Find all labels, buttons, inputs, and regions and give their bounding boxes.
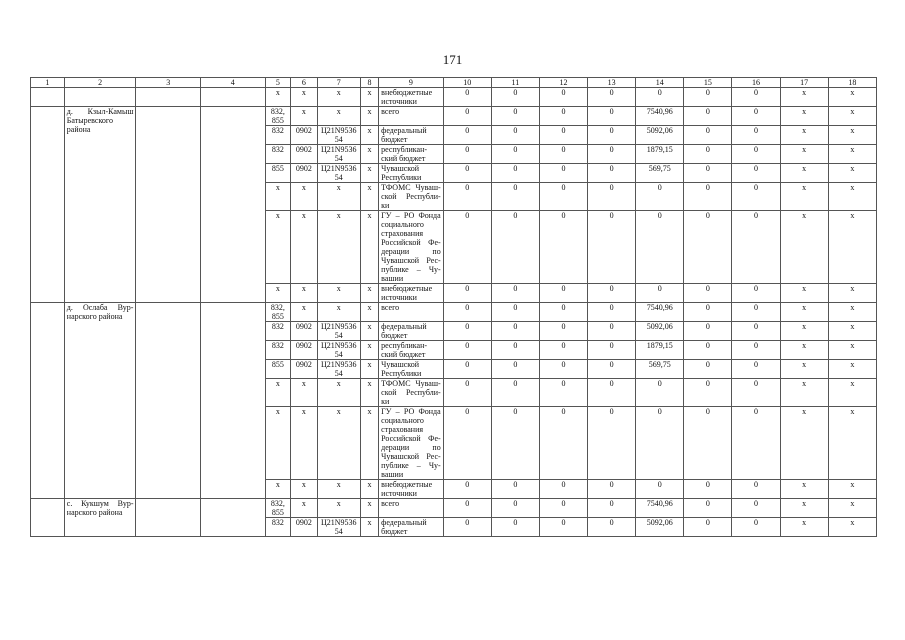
cell-c5: 832, 855 <box>265 499 291 518</box>
cell-c13: 0 <box>588 211 636 284</box>
cell-c11: 0 <box>491 145 539 164</box>
cell-c10: 0 <box>443 183 491 211</box>
cell-c7: x <box>317 480 360 499</box>
cell-c7: x <box>317 379 360 407</box>
cell-c6: 0902 <box>291 126 318 145</box>
column-number-15: 15 <box>684 78 732 88</box>
cell-c18: x <box>828 341 876 360</box>
cell-c14: 569,75 <box>636 164 684 183</box>
cell-c16: 0 <box>732 379 780 407</box>
cell-c8: x <box>360 211 378 284</box>
table-row <box>31 303 877 322</box>
cell-c8: x <box>360 126 378 145</box>
funding-source: всего <box>379 107 444 126</box>
column-number-3: 3 <box>136 78 201 88</box>
cell-c6: x <box>291 480 318 499</box>
cell-c18: x <box>828 88 876 107</box>
cell-c16: 0 <box>732 183 780 211</box>
cell-c8: x <box>360 322 378 341</box>
cell-c15: 0 <box>684 341 732 360</box>
cell-c5: 832, 855 <box>265 303 291 322</box>
table-row <box>31 107 877 126</box>
cell-c6: x <box>291 303 318 322</box>
cell-c16: 0 <box>732 341 780 360</box>
cell-c5: 832 <box>265 145 291 164</box>
funding-source: ТФОМС Чуваш- ской Республи- ки <box>379 379 444 407</box>
cell-c7: x <box>317 499 360 518</box>
cell-c14: 0 <box>636 407 684 480</box>
cell-c5: 832 <box>265 518 291 537</box>
cell-c13: 0 <box>588 126 636 145</box>
column-number-8: 8 <box>360 78 378 88</box>
cell-c18: x <box>828 360 876 379</box>
cell-c16: 0 <box>732 88 780 107</box>
cell-c8: x <box>360 499 378 518</box>
cell-c8: x <box>360 284 378 303</box>
cell-c5: x <box>265 480 291 499</box>
cell-c10: 0 <box>443 360 491 379</box>
cell-c17: x <box>780 499 828 518</box>
cell-col1 <box>31 303 65 499</box>
cell-c13: 0 <box>588 164 636 183</box>
cell-c11: 0 <box>491 107 539 126</box>
cell-c11: 0 <box>491 360 539 379</box>
cell-c14: 1879,15 <box>636 341 684 360</box>
cell-c8: x <box>360 303 378 322</box>
cell-c7: x <box>317 407 360 480</box>
cell-c7: x <box>317 284 360 303</box>
cell-c17: x <box>780 107 828 126</box>
cell-c11: 0 <box>491 284 539 303</box>
cell-c15: 0 <box>684 211 732 284</box>
column-number-9: 9 <box>379 78 444 88</box>
cell-c7: Ц21N9536 54 <box>317 145 360 164</box>
cell-c18: x <box>828 211 876 284</box>
cell-c10: 0 <box>443 303 491 322</box>
funding-source: федеральный бюджет <box>379 126 444 145</box>
funding-source: Чувашской Республики <box>379 360 444 379</box>
cell-c18: x <box>828 379 876 407</box>
cell-c5: x <box>265 211 291 284</box>
cell-c11: 0 <box>491 480 539 499</box>
cell-c5: x <box>265 88 291 107</box>
cell-c15: 0 <box>684 518 732 537</box>
cell-c13: 0 <box>588 145 636 164</box>
cell-c11: 0 <box>491 379 539 407</box>
cell-c10: 0 <box>443 341 491 360</box>
cell-c6: 0902 <box>291 518 318 537</box>
cell-c15: 0 <box>684 284 732 303</box>
cell-c10: 0 <box>443 211 491 284</box>
cell-c6: x <box>291 379 318 407</box>
cell-c18: x <box>828 480 876 499</box>
funding-source: республикан- ский бюджет <box>379 341 444 360</box>
column-number-14: 14 <box>636 78 684 88</box>
cell-c13: 0 <box>588 341 636 360</box>
cell-c11: 0 <box>491 164 539 183</box>
cell-c12: 0 <box>539 126 587 145</box>
cell-col1 <box>31 107 65 303</box>
cell-c13: 0 <box>588 183 636 211</box>
cell-c8: x <box>360 360 378 379</box>
cell-c18: x <box>828 518 876 537</box>
funding-source: ТФОМС Чуваш- ской Республи- ки <box>379 183 444 211</box>
cell-c10: 0 <box>443 88 491 107</box>
funding-source: федеральный бюджет <box>379 518 444 537</box>
column-number-5: 5 <box>265 78 291 88</box>
column-number-18: 18 <box>828 78 876 88</box>
column-number-12: 12 <box>539 78 587 88</box>
cell-c7: x <box>317 183 360 211</box>
cell-c17: x <box>780 341 828 360</box>
cell-c15: 0 <box>684 303 732 322</box>
cell-c14: 7540,96 <box>636 499 684 518</box>
cell-c14: 569,75 <box>636 360 684 379</box>
cell-c12: 0 <box>539 284 587 303</box>
cell-c11: 0 <box>491 126 539 145</box>
cell-c6: x <box>291 211 318 284</box>
cell-c17: x <box>780 211 828 284</box>
funding-source: внебюджетные источники <box>379 284 444 303</box>
cell-c6: x <box>291 88 318 107</box>
cell-col1 <box>31 499 65 537</box>
cell-c18: x <box>828 164 876 183</box>
cell-c6: x <box>291 284 318 303</box>
cell-c6: x <box>291 407 318 480</box>
cell-c17: x <box>780 145 828 164</box>
object-name: д. Кзыл-Камыш Батыревского района <box>64 107 136 303</box>
column-number-row <box>31 78 877 88</box>
cell-c10: 0 <box>443 499 491 518</box>
cell-c15: 0 <box>684 379 732 407</box>
cell-c18: x <box>828 407 876 480</box>
cell-c18: x <box>828 126 876 145</box>
cell-c12: 0 <box>539 480 587 499</box>
cell-c15: 0 <box>684 322 732 341</box>
cell-c16: 0 <box>732 126 780 145</box>
cell-c8: x <box>360 379 378 407</box>
cell-c11: 0 <box>491 303 539 322</box>
cell-c14: 5092,06 <box>636 126 684 145</box>
cell-c8: x <box>360 341 378 360</box>
cell-c16: 0 <box>732 360 780 379</box>
column-number-16: 16 <box>732 78 780 88</box>
cell-c12: 0 <box>539 88 587 107</box>
cell-c11: 0 <box>491 183 539 211</box>
cell-c18: x <box>828 107 876 126</box>
cell-c10: 0 <box>443 518 491 537</box>
cell-c12: 0 <box>539 518 587 537</box>
cell-c8: x <box>360 183 378 211</box>
cell-c17: x <box>780 164 828 183</box>
cell-c16: 0 <box>732 499 780 518</box>
object-name <box>64 88 136 107</box>
cell-c12: 0 <box>539 360 587 379</box>
cell-c4 <box>201 499 266 537</box>
column-number-6: 6 <box>291 78 318 88</box>
cell-c7: Ц21N9536 54 <box>317 360 360 379</box>
cell-c5: 832 <box>265 322 291 341</box>
column-number-10: 10 <box>443 78 491 88</box>
cell-c14: 0 <box>636 379 684 407</box>
cell-c10: 0 <box>443 379 491 407</box>
cell-c13: 0 <box>588 88 636 107</box>
cell-c14: 0 <box>636 211 684 284</box>
cell-c5: 832, 855 <box>265 107 291 126</box>
cell-c16: 0 <box>732 322 780 341</box>
cell-c14: 0 <box>636 480 684 499</box>
cell-c13: 0 <box>588 480 636 499</box>
cell-c16: 0 <box>732 480 780 499</box>
object-name: д. Ослаба Вур- нарского района <box>64 303 136 499</box>
cell-c16: 0 <box>732 211 780 284</box>
cell-c15: 0 <box>684 107 732 126</box>
cell-c14: 5092,06 <box>636 322 684 341</box>
cell-c6: 0902 <box>291 164 318 183</box>
cell-c15: 0 <box>684 145 732 164</box>
column-number-17: 17 <box>780 78 828 88</box>
cell-c17: x <box>780 88 828 107</box>
cell-c12: 0 <box>539 164 587 183</box>
cell-c6: x <box>291 107 318 126</box>
cell-c13: 0 <box>588 284 636 303</box>
funding-source: ГУ – РО Фонда социального страхования Российской Фе- дерации по Чувашской Рес- публике – Чу- вашии <box>379 407 444 480</box>
cell-c14: 0 <box>636 88 684 107</box>
cell-c16: 0 <box>732 164 780 183</box>
funding-source: федеральный бюджет <box>379 322 444 341</box>
cell-c5: 855 <box>265 164 291 183</box>
cell-c13: 0 <box>588 360 636 379</box>
cell-c6: x <box>291 499 318 518</box>
budget-table <box>30 77 877 537</box>
object-name: с. Кукшум Вур- нарского района <box>64 499 136 537</box>
cell-c4 <box>201 88 266 107</box>
funding-source: республикан- ский бюджет <box>379 145 444 164</box>
cell-c11: 0 <box>491 322 539 341</box>
cell-c13: 0 <box>588 518 636 537</box>
cell-c15: 0 <box>684 183 732 211</box>
cell-c4 <box>201 303 266 499</box>
cell-c15: 0 <box>684 164 732 183</box>
cell-c17: x <box>780 407 828 480</box>
cell-c12: 0 <box>539 107 587 126</box>
cell-c5: x <box>265 183 291 211</box>
column-number-7: 7 <box>317 78 360 88</box>
cell-c10: 0 <box>443 145 491 164</box>
cell-c17: x <box>780 322 828 341</box>
cell-c14: 7540,96 <box>636 107 684 126</box>
cell-c10: 0 <box>443 164 491 183</box>
cell-c3 <box>136 107 201 303</box>
cell-c17: x <box>780 284 828 303</box>
cell-c7: x <box>317 107 360 126</box>
page-number: 171 <box>442 52 463 67</box>
table-row <box>31 88 877 107</box>
cell-c5: 855 <box>265 360 291 379</box>
cell-c12: 0 <box>539 145 587 164</box>
cell-c17: x <box>780 480 828 499</box>
cell-c8: x <box>360 88 378 107</box>
cell-c17: x <box>780 126 828 145</box>
column-number-1: 1 <box>31 78 65 88</box>
cell-c6: 0902 <box>291 322 318 341</box>
cell-c5: x <box>265 407 291 480</box>
cell-c12: 0 <box>539 407 587 480</box>
cell-c7: x <box>317 88 360 107</box>
cell-c15: 0 <box>684 126 732 145</box>
cell-c10: 0 <box>443 407 491 480</box>
cell-c13: 0 <box>588 499 636 518</box>
cell-c11: 0 <box>491 518 539 537</box>
cell-c18: x <box>828 499 876 518</box>
cell-c14: 7540,96 <box>636 303 684 322</box>
funding-source: внебюджетные источники <box>379 88 444 107</box>
cell-c17: x <box>780 518 828 537</box>
cell-c18: x <box>828 284 876 303</box>
cell-c17: x <box>780 379 828 407</box>
funding-source: Чувашской Республики <box>379 164 444 183</box>
cell-c5: x <box>265 379 291 407</box>
cell-c17: x <box>780 303 828 322</box>
cell-c12: 0 <box>539 322 587 341</box>
cell-c18: x <box>828 322 876 341</box>
cell-c15: 0 <box>684 480 732 499</box>
funding-source: ГУ – РО Фонда социального страхования Российской Фе- дерации по Чувашской Рес- публике – Чу- вашии <box>379 211 444 284</box>
cell-c3 <box>136 303 201 499</box>
cell-c13: 0 <box>588 322 636 341</box>
funding-source: внебюджетные источники <box>379 480 444 499</box>
cell-c6: 0902 <box>291 145 318 164</box>
cell-c5: x <box>265 284 291 303</box>
cell-c13: 0 <box>588 379 636 407</box>
cell-c10: 0 <box>443 126 491 145</box>
cell-c14: 0 <box>636 284 684 303</box>
cell-c4 <box>201 107 266 303</box>
cell-c7: x <box>317 211 360 284</box>
cell-c10: 0 <box>443 284 491 303</box>
cell-c12: 0 <box>539 341 587 360</box>
cell-c15: 0 <box>684 88 732 107</box>
cell-c7: Ц21N9536 54 <box>317 322 360 341</box>
cell-c18: x <box>828 303 876 322</box>
column-number-11: 11 <box>491 78 539 88</box>
cell-c5: 832 <box>265 126 291 145</box>
cell-c14: 0 <box>636 183 684 211</box>
cell-c8: x <box>360 480 378 499</box>
table-row <box>31 499 877 518</box>
cell-c7: Ц21N9536 54 <box>317 518 360 537</box>
funding-source: всего <box>379 499 444 518</box>
column-number-4: 4 <box>201 78 266 88</box>
cell-c10: 0 <box>443 322 491 341</box>
cell-c17: x <box>780 360 828 379</box>
cell-c6: 0902 <box>291 341 318 360</box>
cell-c12: 0 <box>539 183 587 211</box>
cell-c12: 0 <box>539 499 587 518</box>
cell-c5: 832 <box>265 341 291 360</box>
cell-c16: 0 <box>732 107 780 126</box>
cell-c16: 0 <box>732 407 780 480</box>
cell-c16: 0 <box>732 518 780 537</box>
cell-col1 <box>31 88 65 107</box>
cell-c12: 0 <box>539 211 587 284</box>
cell-c7: Ц21N9536 54 <box>317 164 360 183</box>
cell-c11: 0 <box>491 407 539 480</box>
cell-c8: x <box>360 407 378 480</box>
cell-c3 <box>136 88 201 107</box>
cell-c18: x <box>828 145 876 164</box>
cell-c16: 0 <box>732 303 780 322</box>
cell-c10: 0 <box>443 107 491 126</box>
cell-c8: x <box>360 164 378 183</box>
cell-c15: 0 <box>684 407 732 480</box>
cell-c13: 0 <box>588 303 636 322</box>
funding-source: всего <box>379 303 444 322</box>
cell-c6: x <box>291 183 318 211</box>
cell-c8: x <box>360 145 378 164</box>
cell-c12: 0 <box>539 379 587 407</box>
column-number-2: 2 <box>64 78 136 88</box>
cell-c12: 0 <box>539 303 587 322</box>
cell-c14: 5092,06 <box>636 518 684 537</box>
cell-c11: 0 <box>491 88 539 107</box>
cell-c10: 0 <box>443 480 491 499</box>
cell-c11: 0 <box>491 341 539 360</box>
cell-c11: 0 <box>491 211 539 284</box>
cell-c17: x <box>780 183 828 211</box>
cell-c3 <box>136 499 201 537</box>
cell-c6: 0902 <box>291 360 318 379</box>
cell-c16: 0 <box>732 145 780 164</box>
cell-c15: 0 <box>684 499 732 518</box>
cell-c16: 0 <box>732 284 780 303</box>
cell-c8: x <box>360 107 378 126</box>
column-number-13: 13 <box>588 78 636 88</box>
cell-c13: 0 <box>588 407 636 480</box>
cell-c8: x <box>360 518 378 537</box>
cell-c18: x <box>828 183 876 211</box>
cell-c13: 0 <box>588 107 636 126</box>
cell-c7: Ц21N9536 54 <box>317 126 360 145</box>
cell-c14: 1879,15 <box>636 145 684 164</box>
cell-c7: Ц21N9536 54 <box>317 341 360 360</box>
cell-c11: 0 <box>491 499 539 518</box>
cell-c7: x <box>317 303 360 322</box>
cell-c15: 0 <box>684 360 732 379</box>
